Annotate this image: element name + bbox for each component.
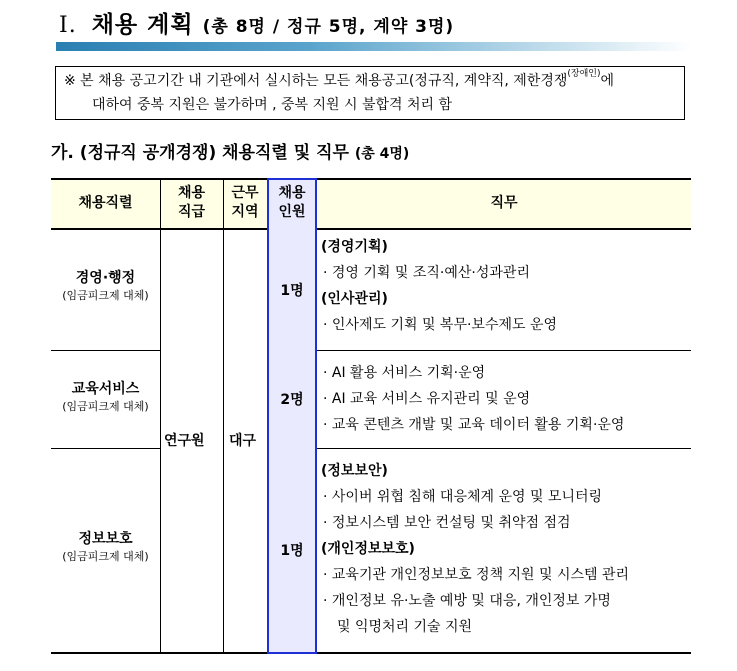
headcount-column-highlight <box>267 178 317 654</box>
subsection-title <box>51 138 409 163</box>
series-name: 정보보호 <box>78 531 133 547</box>
series-name: 경영·행정 <box>75 270 136 286</box>
duty-item: · 인사제도 기획 및 복무·보수제도 운영 <box>323 317 558 333</box>
duty-item: · 사이버 위협 침해 대응체계 운영 및 모니터링 <box>323 489 603 505</box>
series-note: (임금피크제 대체) <box>62 550 149 563</box>
table-row-2-duties <box>321 360 691 438</box>
table-row-2-series <box>51 379 160 415</box>
section-number: Ⅰ. <box>59 13 77 38</box>
row-divider <box>267 350 691 351</box>
subsection-title-count: (총 4명) <box>354 146 410 162</box>
region-cell: 대구 <box>229 433 257 449</box>
duty-item: · 교육 콘텐츠 개발 및 교육 데이터 활용 기획·운영 <box>323 417 625 433</box>
headcount-cell: 1명 <box>280 283 304 299</box>
column-divider <box>223 178 224 654</box>
table-row-3-duties <box>321 458 691 640</box>
duty-heading: (경영기획) <box>321 239 388 255</box>
notice-line-2: 대하여 중복 지원은 불가하며 , 중복 지원 시 불합격 처리 함 <box>92 97 453 113</box>
series-note: (임금피크제 대체) <box>62 400 149 413</box>
notice-line-1: ※ 본 채용 공고기간 내 기관에서 실시하는 모든 채용공고(정규직, 계약직, 제한경쟁$^{(장애인)}$에 <box>64 69 615 89</box>
series-name: 교육서비스 <box>71 381 140 397</box>
duty-heading: (인사관리) <box>321 291 388 307</box>
table-bottom-border <box>51 652 691 654</box>
section-title-sub: (총 8명 / 정규 5명, 계약 3명) <box>202 17 455 37</box>
duty-item: · AI 활용 서비스 기획·운영 <box>323 365 486 381</box>
row-divider <box>51 350 160 351</box>
subsection-title-main: 가. (정규직 공개경쟁) 채용직렬 및 직무 <box>51 143 349 163</box>
headcount-cell: 2명 <box>280 392 304 408</box>
header-region: 근무 지역 <box>231 185 259 220</box>
recruitment-table <box>51 178 691 654</box>
series-note: (임금피크제 대체) <box>62 289 149 302</box>
duty-item: · 교육기관 개인정보보호 정책 지원 및 시스템 관리 <box>323 567 630 583</box>
duty-heading: (정보보안) <box>321 463 388 479</box>
notice-superscript: (장애인) <box>567 69 601 79</box>
duty-heading: (개인정보보호) <box>321 541 415 557</box>
header-grade: 채용 직급 <box>177 185 206 220</box>
header-series: 채용직렬 <box>78 194 133 211</box>
table-row-3-series <box>51 529 160 565</box>
section-title-main: 채용 계획 <box>91 12 194 38</box>
headcount-cell: 1명 <box>280 543 304 559</box>
header-headcount: 채용 인원 <box>278 185 306 220</box>
section-title <box>59 6 454 39</box>
table-header-border <box>51 228 691 230</box>
grade-cell: 연구원 <box>164 433 205 449</box>
column-divider <box>160 178 161 654</box>
table-row-1-duties <box>321 234 691 338</box>
title-underline-bar <box>56 42 692 51</box>
duty-item: · 개인정보 유·노출 예방 및 대응, 개인정보 가명 <box>323 593 611 609</box>
table-row-1-series <box>51 268 160 304</box>
duty-item: · 경영 기획 및 조직·예산·성과관리 <box>323 265 530 281</box>
row-divider <box>267 448 691 449</box>
duty-item: · 정보시스템 보안 컨설팅 및 취약점 점검 <box>323 515 571 531</box>
row-divider <box>51 448 160 449</box>
notice-box <box>55 66 685 120</box>
duty-item: · AI 교육 서비스 유지관리 및 운영 <box>323 391 531 407</box>
header-duty: 직무 <box>490 194 518 211</box>
duty-item-continuation: 및 익명처리 기술 지원 <box>337 619 473 635</box>
